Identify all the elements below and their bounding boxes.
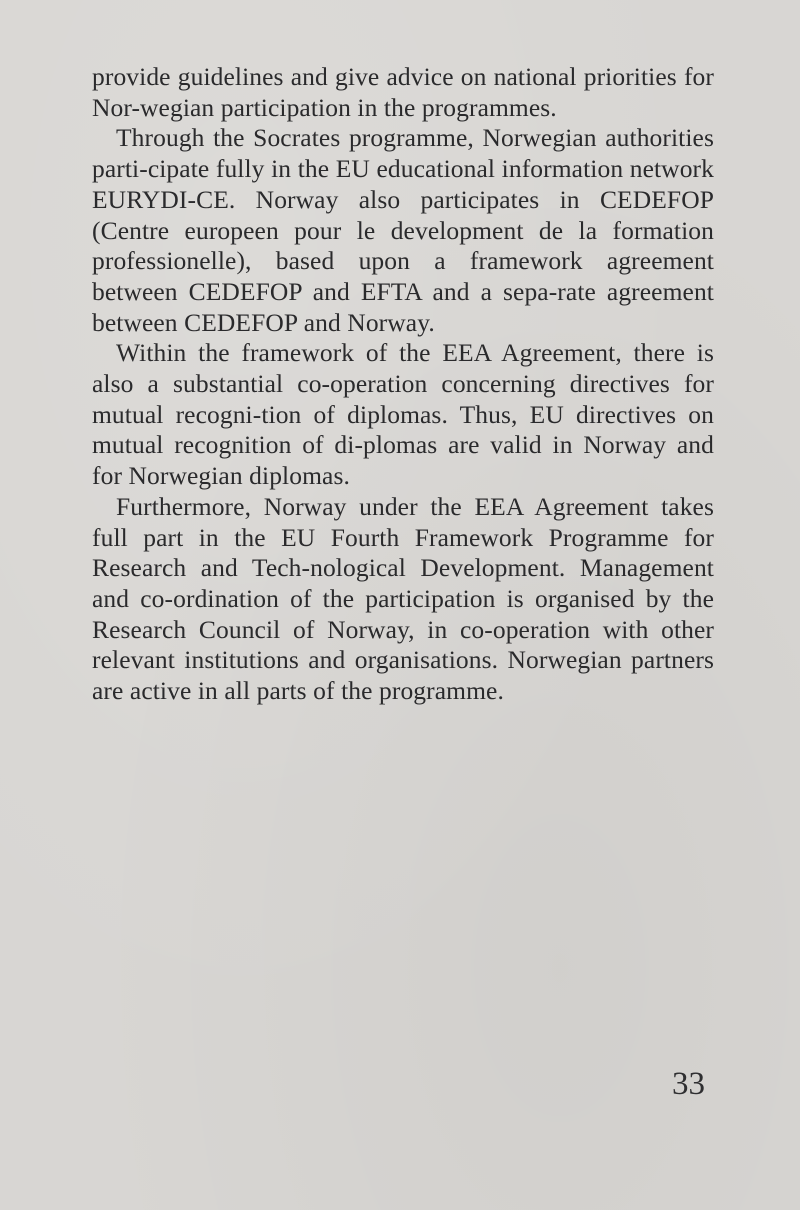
paragraph-eea-diplomas: Within the framework of the EEA Agreement, there is also a substantial co-operation concerning directives for mutual recogni-tion of diplomas. Thus, EU directives on mutual recognition of di-plomas are valid in Norway and for Norwegian diplomas. <box>92 338 714 491</box>
body-text <box>92 62 714 707</box>
page-number: 33 <box>672 1066 705 1102</box>
paragraph-continuation: provide guidelines and give advice on national priorities for Nor-wegian participation in the programmes. <box>92 62 714 122</box>
paragraph-socrates: Through the Socrates programme, Norwegian authorities parti-cipate fully in the EU educational information network EURYDI-CE. Norway also participates in CEDEFOP (Centre europeen pour le development de la formation professionelle), based upon a framework agreement between CEDEFOP and EFTA and a sepa-rate agreement between CEDEFOP and Norway. <box>92 123 714 337</box>
paragraph-framework-programme: Furthermore, Norway under the EEA Agreement takes full part in the EU Fourth Framework Programme for Research and Tech-nological Development. Management and co-ordination of the participation is organised by the Research Council of Norway, in co-operation with other relevant institutions and organisations. Norwegian partners are active in all parts of the programme. <box>92 491 714 706</box>
